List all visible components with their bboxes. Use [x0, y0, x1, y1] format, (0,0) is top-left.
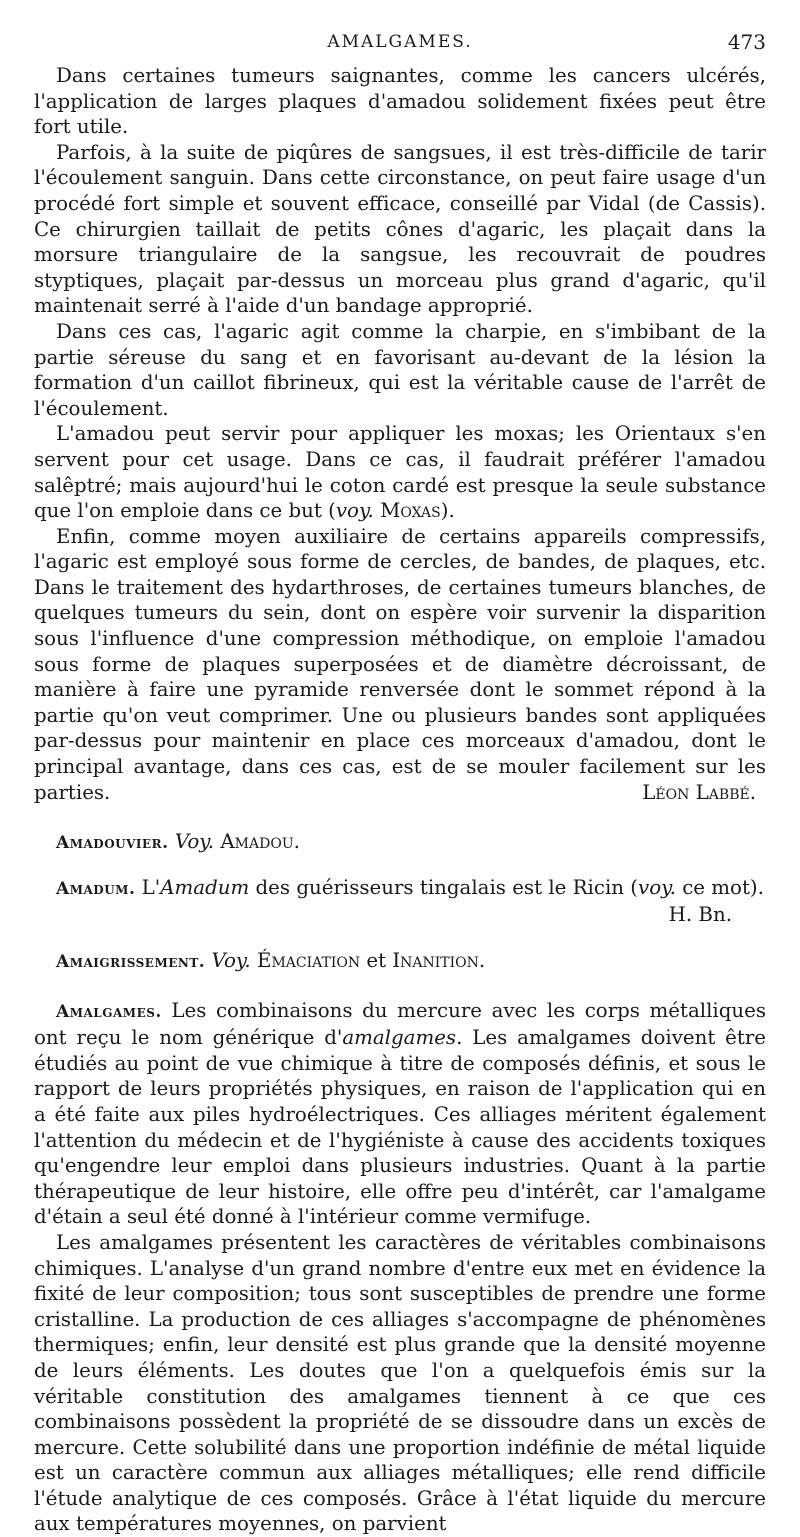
voy-ref: voy. — [335, 499, 374, 523]
headword-amadouvier: Amadouvier. — [56, 833, 169, 854]
headword-amadum: Amadum. — [56, 878, 136, 899]
amalgames-p1-a: Les combinaisons du mercure avec les corps métalliques ont reçu le nom générique d' — [34, 998, 766, 1050]
bleed-through-trace — [160, 1458, 760, 1465]
author-signature-labbe: Léon Labbé. — [642, 780, 756, 804]
entry-amadum — [34, 875, 766, 903]
paragraph-sangsues: Parfois, à la suite de piqûres de sangsues, il est très-difficile de tarir l'écoulement sanguin. Dans cette circonstance, on peut faire usage d'un procédé fort simple et souvent efficace, conseillé par Vidal (de Cassis). Ce chirurgien taillait de petits cônes d'agaric, les plaçait dans la morsure triangulaire de la sangsue, les recouvrait de poudres styptiques, plaçait par-dessus un morceau plus grand d'agaric, qu'il maintenait serré à l'aide d'un bandage approprié. — [34, 140, 766, 318]
page-header — [34, 30, 766, 58]
amadum-pre: L' — [141, 875, 161, 899]
paragraph-moxas — [34, 421, 766, 523]
entry-amadouvier — [34, 829, 766, 857]
body-text — [34, 63, 766, 1537]
signature-bn-text: H. Bn. — [668, 903, 732, 927]
amalgames-p1-b: . Les amalgames doivent être étudiés au point de vue chimique à titre de composés définis, et sous le rapport de leurs propriétés physiques, en raison de l'application qui en a été faite aux piles hydroélectriques. Ces alliages méritent également l'attention du médecin et de l'hygiéniste à cause des accidents toxiques qu'engendre leur emploi dans plusieurs industries. Quant à la partie thérapeutique de leur histoire, elle offre peu d'intérêt, car l'amalgame d'étain a seul été donné à l'intérieur comme vermifuge. — [34, 1026, 766, 1229]
paragraph-compression-text: Enfin, comme moyen auxiliaire de certains appareils compressifs, l'agaric est employé sous forme de cercles, de bandes, de plaques, etc. Dans le traitement des hydarthroses, de certaines tumeurs blanches, de quelques tumeurs du sein, dont on espère voir survenir la disparition sous l'influence d'une compression méthodique, on emploie l'amadou sous forme de plaques superposées et de diamètre décroissant, de manière à faire une pyramide renversée dont le sommet répond à la partie qu'on veut comprimer. Une ou plusieurs bandes sont appliquées par-dessus pour maintenir en place ces morceaux d'amadou, dont le principal avantage, dans ces cas, est de se mouler facilement sur les parties. — [34, 524, 766, 804]
voy-ref: Voy. — [174, 830, 215, 854]
amaigrissement-and: et — [360, 949, 393, 972]
running-head: AMALGAMES. — [327, 32, 473, 52]
paragraph-moxas-text: L'amadou peut servir pour appliquer les moxas; les Orientaux s'en servent pour cet usage. Dans ce cas, il faudrait préférer l'amadou salêptré; mais aujourd'hui le coton cardé est presque la seule substance que l'on emploie dans ce but ( — [34, 422, 766, 523]
paragraph-compression — [34, 524, 766, 806]
amalgames-term: amalgames — [342, 1026, 457, 1050]
voy-ref: Voy. — [211, 949, 251, 972]
paragraph-charpie: Dans ces cas, l'agaric agit comme la charpie, en s'imbibant de la partie séreuse du sang et en favorisant au-devant de la lésion la formation d'un caillot fibrineux, qui est la véritable cause de l'arrêt de l'écoulement. — [34, 319, 766, 420]
amadum-end: ce mot). — [675, 875, 764, 899]
cross-reference-moxas: Moxas — [380, 499, 441, 523]
entry-amaigrissement — [34, 948, 766, 976]
cross-reference-emaciation: Émaciation — [257, 949, 361, 972]
voy-ref: voy. — [638, 875, 676, 899]
headword-amaigrissement: Amaigrissement. — [56, 952, 206, 972]
amadum-term: Amadum — [160, 875, 250, 899]
headword-amalgames: Amalgames. — [56, 1001, 162, 1022]
entry-amalgames-paragraph-1 — [34, 998, 766, 1230]
paragraph-moxas-end: ). — [440, 499, 455, 523]
author-signature-bn — [34, 902, 766, 928]
cross-reference-amadou: Amadou. — [220, 830, 300, 854]
amadum-text: des guérisseurs tingalais est le Ricin ( — [249, 875, 639, 899]
page-number: 473 — [727, 30, 766, 54]
entry-amalgames-paragraph-2: Les amalgames présentent les caractères de véritables combinaisons chimiques. L'analyse d'un grand nombre d'entre eux met en évidence la fixité de leur composition; tous sont susceptibles de prendre une forme cristalline. La production de ces alliages s'accompagne de phénomènes thermiques; enfin, leur densité est plus grande que la densité moyenne de leurs éléments. Les doutes que l'on a quelquefois émis sur la véritable constitution des amalgames tiennent à ce que ces combinaisons possèdent la propriété de se dissoudre dans un excès de mercure. Cette solubilité dans une proportion indéfinie de métal liquide est un caractère commun aux alliages métalliques; elle rend difficile l'étude analytique de ces composés. Grâce à l'état liquide du mercure aux températures moyennes, on parvient — [34, 1230, 766, 1536]
cross-reference-inanition: Inanition. — [392, 949, 486, 972]
paragraph-tumeurs: Dans certaines tumeurs saignantes, comme les cancers ulcérés, l'application de larges plaques d'amadou solidement fixées peut être fort utile. — [34, 64, 766, 139]
